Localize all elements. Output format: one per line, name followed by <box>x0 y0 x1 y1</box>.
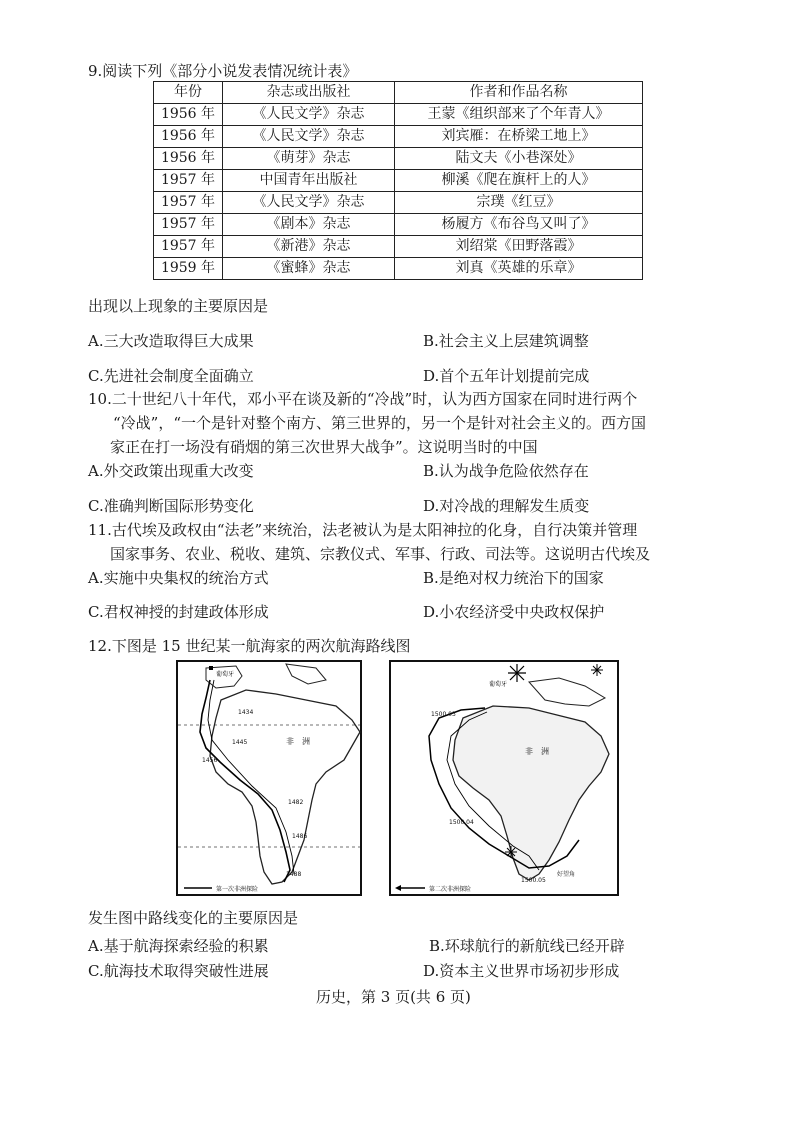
table-row <box>154 258 643 280</box>
map2-date: 1500.05 <box>521 877 546 884</box>
table-cell: 杨履方《布谷鸟又叫了》 <box>395 214 643 236</box>
table-cell: 1957 年 <box>154 214 223 236</box>
table-header: 年份 <box>154 82 223 104</box>
table-header: 杂志或出版社 <box>223 82 395 104</box>
table-header: 作者和作品名称 <box>395 82 643 104</box>
page-footer: 历史，第 3 页(共 6 页) <box>316 988 471 1006</box>
q12-option-b: B.环球航行的新航线已经开辟 <box>429 937 625 955</box>
table-cell: 1956 年 <box>154 148 223 170</box>
q12-option-d: D.资本主义世界市场初步形成 <box>423 962 620 980</box>
table-cell: 刘宾雁：在桥梁工地上》 <box>395 126 643 148</box>
table-cell: 《人民文学》杂志 <box>223 192 395 214</box>
map1-year: 1445 <box>232 739 248 746</box>
table-row <box>154 148 643 170</box>
q10-stem-line3: 家正在打一场没有硝烟的第三次世界大战争”。这说明当时的中国 <box>110 438 538 456</box>
table-cell: 《人民文学》杂志 <box>223 104 395 126</box>
table-cell: 《萌芽》杂志 <box>223 148 395 170</box>
table-cell: 1957 年 <box>154 192 223 214</box>
table-row <box>154 104 643 126</box>
table-cell: 《剧本》杂志 <box>223 214 395 236</box>
table-cell: 柳溪《爬在旗杆上的人》 <box>395 170 643 192</box>
q10-stem-line1: 10.二十世纪八十年代，邓小平在谈及新的“冷战”时，认为西方国家在同时进行两个 <box>88 390 638 408</box>
table-cell: 《新港》杂志 <box>223 236 395 258</box>
table-row <box>154 192 643 214</box>
map2-cape-label: 好望角 <box>557 871 576 878</box>
map1-place-top: 葡萄牙 <box>216 671 235 678</box>
q9-option-a: A.三大改造取得巨大成果 <box>88 332 254 350</box>
map1-legend: 第一次非洲探险 <box>216 886 259 893</box>
q10-option-d: D.对冷战的理解发生质变 <box>423 497 590 515</box>
table-header-row <box>154 82 643 104</box>
map1-year: 1434 <box>238 709 254 716</box>
map1-year: 1488 <box>286 871 302 878</box>
table-cell: 1959 年 <box>154 258 223 280</box>
q12-question: 发生图中路线变化的主要原因是 <box>88 909 299 927</box>
q11-stem-line2: 国家事务、农业、税收、建筑、宗教仪式、军事、行政、司法等。这说明古代埃及 <box>110 545 651 563</box>
compass-icon <box>508 664 526 682</box>
q10-option-a: A.外交政策出现重大改变 <box>88 462 254 480</box>
table-cell: 1957 年 <box>154 236 223 258</box>
q9-stem: 9.阅读下列《部分小说发表情况统计表》 <box>88 62 358 80</box>
q12-option-c: C.航海技术取得突破性进展 <box>88 962 269 980</box>
map2-date: 1500.03 <box>431 711 456 718</box>
map1-continent-label: 非 洲 <box>286 737 310 746</box>
first-voyage-map <box>176 660 362 896</box>
origin-marker <box>209 666 213 670</box>
table-cell: 中国青年出版社 <box>223 170 395 192</box>
novel-publication-table <box>153 81 643 280</box>
table-row <box>154 236 643 258</box>
table-cell: 陆文夫《小巷深处》 <box>395 148 643 170</box>
table-cell: 刘绍棠《田野落霞》 <box>395 236 643 258</box>
map2-date: 1500.04 <box>449 819 474 826</box>
table-cell: 王蒙《组织部来了个年青人》 <box>395 104 643 126</box>
q9-option-d: D.首个五年计划提前完成 <box>423 367 590 385</box>
q11-option-a: A.实施中央集权的统治方式 <box>88 569 269 587</box>
q12-option-a: A.基于航海探索经验的积累 <box>88 937 269 955</box>
map1-year: 1486 <box>292 833 308 840</box>
q11-option-d: D.小农经济受中央政权保护 <box>423 603 605 621</box>
table-cell: 宗璞《红豆》 <box>395 192 643 214</box>
table-cell: 《人民文学》杂志 <box>223 126 395 148</box>
table-row <box>154 214 643 236</box>
q12-stem: 12.下图是 15 世纪某一航海家的两次航海路线图 <box>88 637 411 655</box>
q9-question: 出现以上现象的主要原因是 <box>88 297 269 315</box>
table-cell: 1957 年 <box>154 170 223 192</box>
table-cell: 1956 年 <box>154 126 223 148</box>
map1-year: 1456 <box>202 757 218 764</box>
table-row <box>154 170 643 192</box>
map2-continent-label: 非 洲 <box>525 747 549 756</box>
q9-option-c: C.先进社会制度全面确立 <box>88 367 254 385</box>
q9-option-b: B.社会主义上层建筑调整 <box>423 332 589 350</box>
second-voyage-map <box>389 660 619 896</box>
q10-option-b: B.认为战争危险依然存在 <box>423 462 589 480</box>
q10-stem-line2: “冷战”，“一个是针对整个南方、第三世界的，另一个是针对社会主义的。西方国 <box>113 414 647 432</box>
table-cell: 1956 年 <box>154 104 223 126</box>
q11-option-b: B.是绝对权力统治下的国家 <box>423 569 604 587</box>
q11-stem-line1: 11.古代埃及政权由“法老”来统治，法老被认为是太阳神拉的化身，自行决策并管理 <box>88 521 638 539</box>
map2-legend: 第二次非洲探险 <box>429 886 472 893</box>
map2-place-top: 葡萄牙 <box>489 681 508 688</box>
table-cell: 刘真《英雄的乐章》 <box>395 258 643 280</box>
q10-option-c: C.准确判断国际形势变化 <box>88 497 254 515</box>
map1-year: 1482 <box>288 799 304 806</box>
q11-option-c: C.君权神授的封建政体形成 <box>88 603 269 621</box>
table-row <box>154 126 643 148</box>
table-cell: 《蜜蜂》杂志 <box>223 258 395 280</box>
